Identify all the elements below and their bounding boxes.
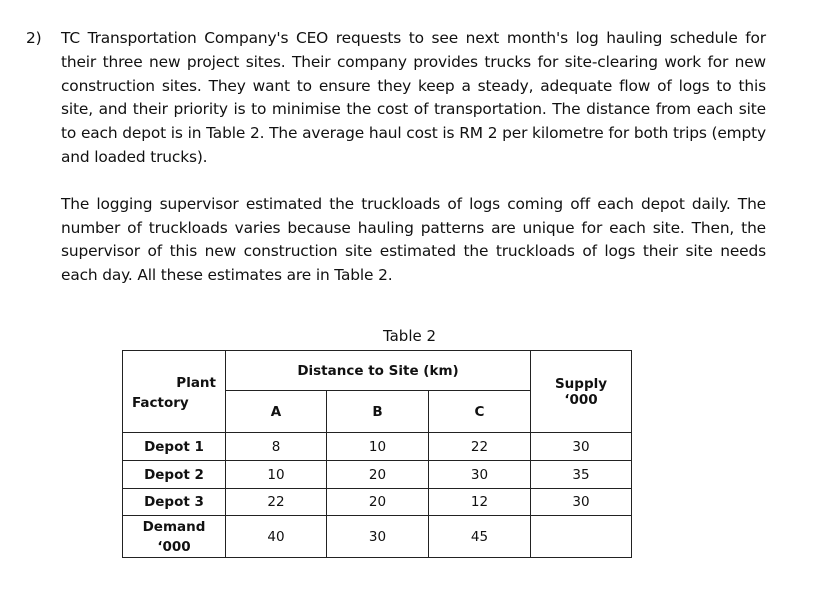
cell-distance: 20 xyxy=(327,461,429,489)
question-paragraph-1: TC Transportation Company's CEO requests to see next month's log hauling schedule for their three new project sites. Their company provides trucks for site-clearing work for new construction sites. They want to ensure they keep a steady, adequate flow of logs to this site, and their priority is to minimise the cost of transportation. The distance from each site to each depot is in Table 2. The average haul cost is RM 2 per kilometre for both trips (empty and loaded trucks). xyxy=(61,29,766,166)
distance-table xyxy=(122,350,632,558)
site-header-a: A xyxy=(226,391,327,433)
row-label: Depot 2 xyxy=(123,461,226,489)
distance-header: Distance to Site (km) xyxy=(226,351,531,391)
cell-demand: 40 xyxy=(226,516,327,558)
site-header-b: B xyxy=(327,391,429,433)
demand-label-cell xyxy=(123,516,226,558)
cell-demand: 45 xyxy=(429,516,531,558)
demand-label: Demand xyxy=(142,518,206,535)
supply-label: Supply xyxy=(554,375,608,392)
table-row-depot-2 xyxy=(123,461,632,489)
cell-supply: 30 xyxy=(531,489,632,516)
question-paragraph-2: The logging supervisor estimated the truckloads of logs coming off each depot daily. The number of truckloads varies because hauling patterns are unique for each site. Then, the supervisor of this new construction site estimated the truckloads of logs their site needs each day. All these estimates are in Table 2. xyxy=(61,194,766,285)
factory-label: Factory xyxy=(132,395,189,411)
cell-distance: 10 xyxy=(327,433,429,461)
cell-supply: 35 xyxy=(531,461,632,489)
cell-distance: 30 xyxy=(429,461,531,489)
supply-unit: ‘000 xyxy=(564,391,598,408)
table-row-demand xyxy=(123,516,632,558)
cell-distance: 22 xyxy=(226,489,327,516)
cell-supply: 30 xyxy=(531,433,632,461)
plant-label: Plant xyxy=(176,375,216,391)
demand-unit: ‘000 xyxy=(157,538,191,555)
cell-distance: 12 xyxy=(429,489,531,516)
cell-distance: 22 xyxy=(429,433,531,461)
question-2 xyxy=(26,27,766,288)
corner-header xyxy=(123,351,226,433)
row-label: Depot 3 xyxy=(123,489,226,516)
table-row-depot-3 xyxy=(123,489,632,516)
site-header-c: C xyxy=(429,391,531,433)
cell-distance: 8 xyxy=(226,433,327,461)
cell-distance: 10 xyxy=(226,461,327,489)
cell-empty xyxy=(531,516,632,558)
table-caption: Table 2 xyxy=(382,327,437,345)
question-number: 2) xyxy=(26,29,42,47)
table-row-depot-1 xyxy=(123,433,632,461)
row-label: Depot 1 xyxy=(123,433,226,461)
supply-header xyxy=(531,351,632,433)
cell-distance: 20 xyxy=(327,489,429,516)
cell-demand: 30 xyxy=(327,516,429,558)
